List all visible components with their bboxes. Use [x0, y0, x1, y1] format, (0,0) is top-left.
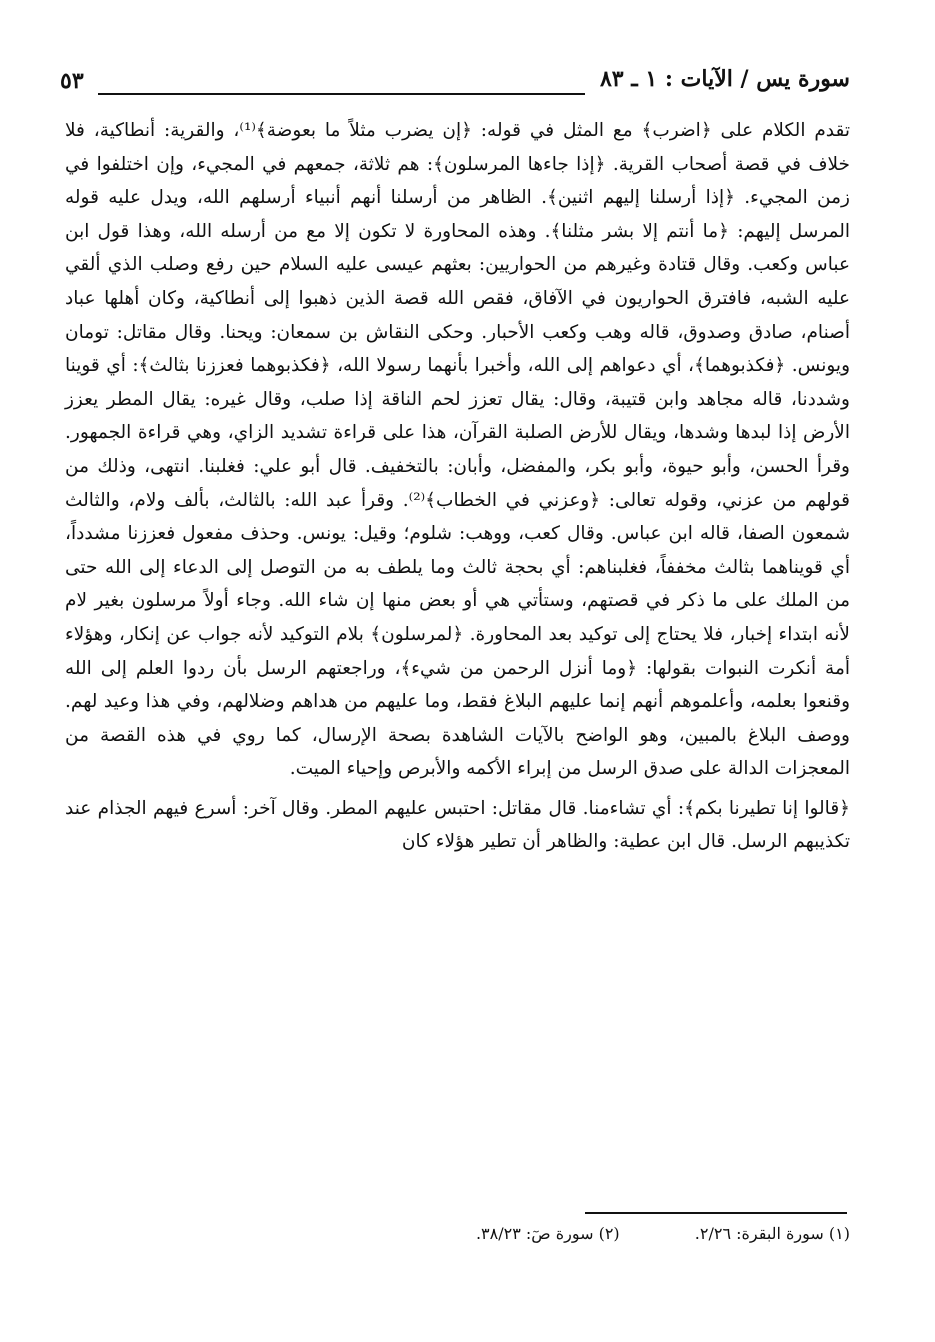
header-rule	[98, 93, 585, 95]
paragraph-2: ﴿قالوا إنا تطيرنا بكم﴾: أي تشاءمنا. قال مقاتل: احتبس عليهم المطر. وقال آخر: أسرع فيهم الجذام عند تكذيبهم الرسل. قال ابن عطية: والظاهر أن تطير هؤلاء كان	[65, 797, 850, 853]
running-header	[60, 60, 850, 100]
footnote-2: (٢) سورة صٓ: ٣٨/٢٣.	[475, 1224, 620, 1243]
footnote-rule	[585, 1212, 847, 1214]
footnote-1: (١) سورة البقرة: ٢/٢٦.	[694, 1224, 850, 1243]
page-number: ٥٣	[60, 68, 84, 94]
paragraph-1: تقدم الكلام على ﴿اضرب﴾ مع المثل في قوله: ﴿إن يضرب مثلاً ما بعوضة﴾⁽¹⁾، والقرية: أنطاكية، فلا خلاف في قصة أصحاب القرية. ﴿إذا جاءها المرسلون﴾: هم ثلاثة، جمعهم في المجيء، وإن اختلفوا في زمن المجيء. ﴿إذا أرسلنا إليهم اثنين﴾. الظاهر من أرسلنا أنهم أنبياء أرسلهم الله، ويدل عليه قوله المرسل إليهم: ﴿ما أنتم إلا بشر مثلنا﴾. وهذه المحاورة لا تكون إلا مع من أرسله الله، وهذا قول ابن عباس وكعب. وقال قتادة وغيرهم من الحواريين: بعثهم عيسى عليه السلام حين رفع وصلب الذي ألقي عليه الشبه، فافترق الحواريون في الآفاق، فقص الله قصة الذين ذهبوا إلى أنطاكية، وكان أهلها عباد أصنام، صادق وصدوق، قاله وهب وكعب الأحبار. وحكى النقاش بن سمعان: ويحنا. وقال مقاتل: تومان ويونس. ﴿فكذبوهما﴾، أي دعواهم إلى الله، وأخبرا بأنهما رسولا الله، ﴿فكذبوهما فعززنا بثالث﴾: أي قوينا وشددنا، قاله مجاهد وابن قتيبة، وقال: يقال تعزز لحم الناقة إذا صلب، وقال غيره: يقال المطر يعزز الأرض إذا لبدها وشدها، ويقال للأرض الصلبة القرآن، هذا على قراءة تشديد الزاي، وهي قراءة الجمهور. وقرأ الحسن، وأبو حيوة، وأبو بكر، والمفضل، وأبان: بالتخفيف. قال أبو علي: فغلبنا. انتهى، وذلك من قولهم من عزني، وقوله تعالى: ﴿وعزني في الخطاب﴾⁽²⁾. وقرأ عبد الله: بالثالث، بألف ولام، والثالث شمعون الصفا، قاله ابن عباس. وقال كعب، ووهب: شلوم؛ وقيل: يونس. وحذف مفعول فعززنا مشدداً، أي قويناهما بثالث مخففاً، فغلبناهم: أي بحجة ثالث وما يلطف به من التوصل إلى الدعاء إلى الله حتى من الملك على ما ذكر في قصتهم، وستأتي هي أو بعض منها إن شاء الله. وجاء أولاً مرسلون بغير لام لأنه ابتداء إخبار، فلا يحتاج إلى توكيد بعد المحاورة. ﴿لمرسلون﴾ بلام التوكيد لأنه جواب عن إنكار، وهؤلاء أمة أنكرت النبوات بقولها: ﴿وما أنزل الرحمن من شيء﴾، وراجعتهم الرسل بأن ردوا العلم إلى الله وقنعوا بعلمه، وأعلموهم أنهم إنما عليهم البلاغ فقط، وما عليهم من هداهم وضلالهم، وفي هذا وعيد لهم. ووصف البلاغ بالمبين، وهو الواضح بالآيات الشاهدة بصحة الإرسال، كما روي في هذه القصة من المعجزات الدالة على صدق الرسل من إبراء الأكمه والأبرص وإحياء الميت.	[65, 120, 851, 780]
commentary-text	[65, 114, 850, 859]
footnotes	[290, 1224, 850, 1243]
surah-title: سورة يس / الآيات : ١ ـ ٨٣	[599, 66, 850, 92]
